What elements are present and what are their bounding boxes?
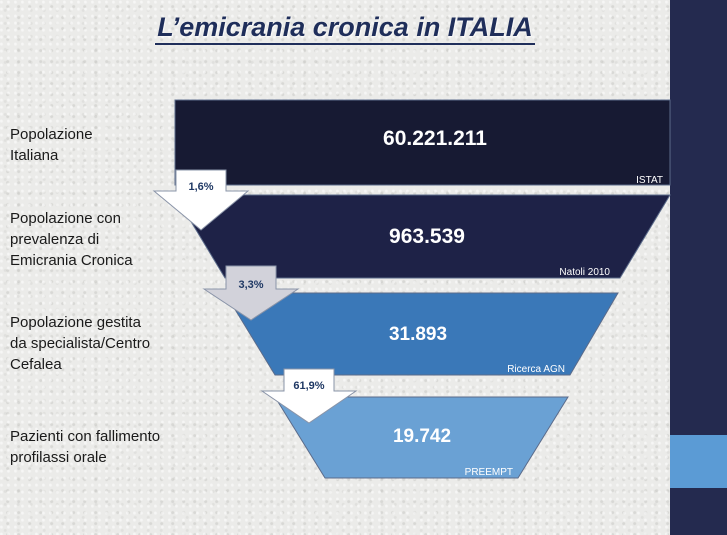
- label-line: profilassi orale: [10, 449, 107, 466]
- label-line: da specialista/Centro: [10, 335, 151, 352]
- stage-1-value: 60.221.211: [383, 127, 487, 150]
- label-line: Italiana: [10, 147, 59, 164]
- stage-4-source: PREEMPT: [464, 467, 513, 478]
- slide-title-text: L’emicrania cronica in ITALIA: [155, 12, 535, 45]
- label-line: Popolazione: [10, 126, 93, 143]
- funnel-stage-1: [175, 100, 670, 186]
- label-line: Popolazione gestita: [10, 314, 141, 331]
- stage-2-source: Natoli 2010: [559, 267, 610, 278]
- arrow-1-percent: 1,6%: [188, 181, 214, 193]
- arrow-2-percent: 3,3%: [238, 279, 264, 291]
- funnel-stage-3: [225, 293, 618, 375]
- stage-4-value: 19.742: [392, 426, 452, 447]
- stage-3-value: 31.893: [388, 324, 448, 345]
- stage-1-source: ISTAT: [636, 175, 663, 186]
- stage-3-source: Ricerca AGN: [507, 364, 565, 375]
- label-line: Cefalea: [10, 356, 62, 373]
- label-line: Popolazione con: [10, 210, 121, 227]
- stage-2-value: 963.539: [389, 225, 465, 248]
- label-line: Pazienti con fallimento: [10, 428, 161, 445]
- label-line: prevalenza di: [10, 231, 100, 248]
- label-line: Emicrania Cronica: [10, 252, 133, 269]
- arrow-3-percent: 61,9%: [293, 380, 325, 392]
